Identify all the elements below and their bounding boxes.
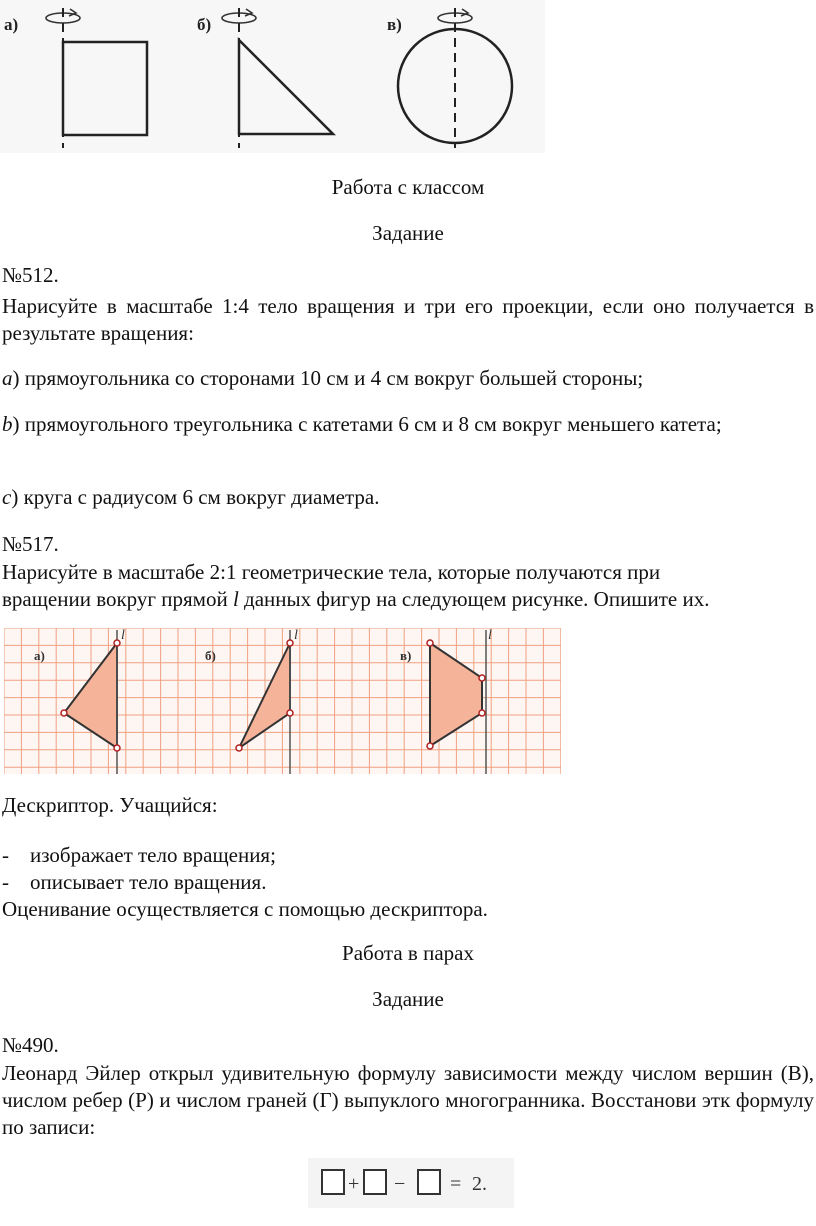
fig2-label-b: б): [205, 648, 216, 663]
problem-number-512: №512.: [2, 263, 59, 287]
text-part: вращении вокруг прямой: [2, 587, 233, 611]
list-marker: -: [2, 870, 9, 894]
item-text: ) прямоугольного треугольника с катетами 6 см и 8 см вокруг меньшего катета;: [12, 412, 722, 436]
item-letter: b: [2, 412, 13, 436]
item-text: изображает тело вращения;: [30, 843, 276, 867]
plus-sign: +: [348, 1173, 360, 1195]
axis-label-a: l: [121, 628, 125, 643]
problem-490-text: Леонард Эйлер открыл удивительную формулу зависимости между числом вершин (В), числом ребер (Р) и числом граней (Г) выпуклого многогранника. Восстанови этк формулу по записи:: [2, 1061, 814, 1139]
problem-number-490: №490.: [2, 1033, 59, 1057]
rotation-figures-image: [0, 0, 545, 153]
problem-517-line2: [2, 586, 709, 613]
problem-512-text: Нарисуйте в масштабе 1:4 тело вращения и три его проекции, если оно получается в результате вращения:: [2, 294, 814, 345]
task-heading-1: Задание: [372, 221, 444, 245]
blank-box-2: [364, 1170, 386, 1194]
descriptor-title: Дескриптор. Учащийся:: [2, 793, 218, 817]
fig2-label-a: а): [34, 648, 45, 663]
blank-box-3: [418, 1170, 440, 1194]
item-text: ) прямоугольника со сторонами 10 см и 4 см вокруг большей стороны;: [12, 366, 644, 390]
item-letter: c: [2, 485, 12, 509]
section-heading-pair-work: Работа в парах: [342, 941, 474, 965]
problem-number-517: №517.: [2, 532, 59, 556]
grid-figures-image: [4, 628, 561, 774]
fig1-label-c: в): [387, 15, 402, 34]
list-marker: -: [2, 843, 9, 867]
blank-box-1: [322, 1170, 344, 1194]
axis-label-c: l: [488, 628, 492, 643]
formula-result: 2.: [472, 1173, 487, 1195]
minus-sign: −: [394, 1173, 406, 1195]
axis-name: l: [232, 587, 239, 611]
item-letter: a: [2, 366, 13, 390]
text-part: данных фигур на следующем рисунке. Опишите их.: [238, 587, 710, 611]
task-heading-2: Задание: [372, 987, 444, 1011]
problem-512-item-c: [2, 484, 379, 511]
problem-517-line1: Нарисуйте в масштабе 2:1 геометрические тела, которые получаются при: [2, 560, 661, 584]
item-text: ) круга с радиусом 6 см вокруг диаметра.: [11, 485, 380, 509]
assessment-text: Оценивание осуществляется с помощью дескриптора.: [2, 897, 488, 921]
item-text: описывает тело вращения.: [30, 870, 267, 894]
descriptor-item-2: [2, 869, 266, 896]
section-heading-class-work: Работа с классом: [331, 175, 485, 199]
descriptor-item-1: [2, 842, 276, 869]
problem-512-item-b: [2, 411, 814, 438]
fig1-label-b: б): [197, 15, 212, 34]
fig1-label-a: а): [4, 15, 19, 34]
equals-sign: =: [450, 1173, 462, 1195]
fig2-label-c: в): [400, 648, 412, 663]
axis-label-b: l: [294, 628, 298, 643]
euler-formula-image: [308, 1158, 514, 1208]
problem-512-item-a: [2, 365, 643, 392]
